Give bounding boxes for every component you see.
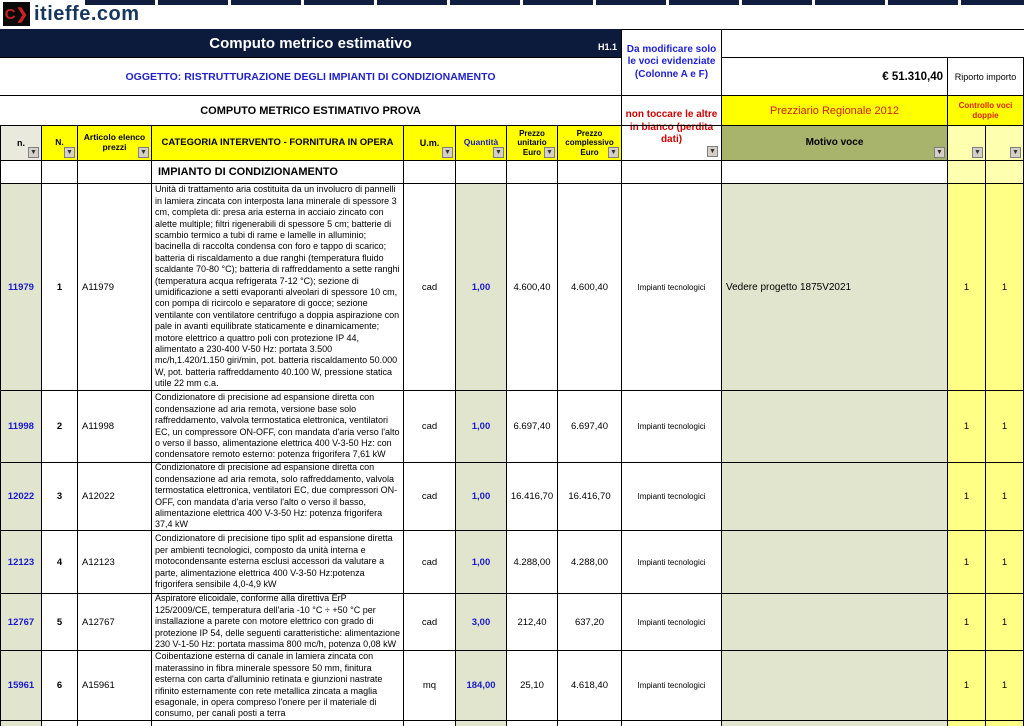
cell-row-id[interactable] bbox=[0, 160, 41, 183]
col-header-categoria[interactable] bbox=[151, 125, 403, 160]
warning-text: non toccare le altre in bianco (perdita dati) bbox=[625, 109, 718, 146]
cell-descrizione[interactable] bbox=[151, 390, 403, 462]
partial-next-row bbox=[0, 720, 1024, 726]
cell-descrizione[interactable] bbox=[151, 720, 403, 726]
table-row bbox=[0, 650, 1024, 720]
sheet-code: H1.1 bbox=[597, 42, 617, 52]
cell-articolo[interactable]: A12123 bbox=[77, 530, 151, 593]
cell-quantita[interactable]: 1,00 bbox=[455, 530, 506, 593]
cell-check-2[interactable] bbox=[985, 720, 1024, 726]
cell-row-id[interactable] bbox=[0, 720, 41, 726]
cell-check-1[interactable] bbox=[947, 160, 985, 183]
table-row bbox=[0, 462, 1024, 530]
cell-motivo[interactable] bbox=[721, 593, 947, 650]
section-row bbox=[0, 160, 1024, 183]
section-title-cell[interactable]: IMPIANTO DI CONDIZIONAMENTO bbox=[151, 160, 403, 183]
col-header-label: Articolo elenco prezzi bbox=[83, 132, 146, 152]
cell-motivo[interactable]: Vedere progetto 1875V2021 bbox=[721, 183, 947, 390]
cell-prezzo-unitario[interactable] bbox=[506, 720, 557, 726]
cell-num[interactable]: 1 bbox=[41, 183, 77, 390]
cell-um[interactable]: cad bbox=[403, 462, 455, 530]
cell-row-id[interactable]: 12022 bbox=[0, 462, 41, 530]
cell-categoria[interactable] bbox=[621, 720, 721, 726]
cell-prezzo-unitario[interactable]: 4.288,00 bbox=[506, 530, 557, 593]
cell-descrizione[interactable] bbox=[151, 593, 403, 650]
cell-check-2[interactable]: 1 bbox=[985, 390, 1024, 462]
descrizione-text: Coibentazione esterna di canale in lamiera zincata con materassino in fibra minerale spessore 50 mm, finitura esterna con carta d'alluminio retinata e giunzioni nastrate rifinito esternamente con rete metallica zincata a maglia esagonale, in opera compreso l'onere per il materiale di consumo, per canali posti a terra bbox=[155, 651, 383, 719]
warning-column-spacer bbox=[621, 125, 721, 160]
cell-num[interactable]: 3 bbox=[41, 462, 77, 530]
cell-check-2[interactable]: 1 bbox=[985, 530, 1024, 593]
cell-categoria[interactable]: Impianti tecnologici bbox=[621, 183, 721, 390]
cell-check-1[interactable]: 1 bbox=[947, 183, 985, 390]
cell-articolo[interactable]: A12022 bbox=[77, 462, 151, 530]
cell-row-id[interactable]: 15961 bbox=[0, 650, 41, 720]
cell-categoria[interactable] bbox=[621, 160, 721, 183]
cell-num[interactable]: 4 bbox=[41, 530, 77, 593]
cell-quantita[interactable]: 3,00 bbox=[455, 593, 506, 650]
col-header-row-id[interactable] bbox=[0, 125, 41, 160]
cell-um[interactable]: cad bbox=[403, 593, 455, 650]
filter-dropdown-icon[interactable]: ▼ bbox=[442, 147, 453, 158]
cell-quantita[interactable]: 1,00 bbox=[455, 390, 506, 462]
table-row bbox=[0, 390, 1024, 462]
col-header-label: N. bbox=[55, 137, 64, 148]
col-header-prezzo-complessivo[interactable] bbox=[557, 125, 621, 160]
col-header-label: Motivo voce bbox=[805, 137, 864, 149]
filter-dropdown-icon[interactable]: ▼ bbox=[934, 147, 945, 158]
cell-num[interactable] bbox=[41, 720, 77, 726]
col-header-motivo-voce[interactable] bbox=[721, 125, 947, 160]
cell-check-1[interactable]: 1 bbox=[947, 390, 985, 462]
table-title-row bbox=[0, 95, 1024, 125]
cell-num[interactable]: 5 bbox=[41, 593, 77, 650]
descrizione-text: Aspiratore elicoidale, conforme alla direttiva ErP 125/2009/CE, temperatura dell'aria -10 °C ÷ +50 °C per installazione a parete con motore elettrico con grado di protezione IP 54, delle seguenti caratteristiche: alimentazione 230 V-1-50 Hz: portata massima 800 mc/h, potenza 0,08 kW bbox=[155, 593, 400, 650]
cell-motivo[interactable] bbox=[721, 462, 947, 530]
cell-categoria[interactable]: Impianti tecnologici bbox=[621, 650, 721, 720]
cell-check-1[interactable]: 1 bbox=[947, 650, 985, 720]
cell-num[interactable]: 2 bbox=[41, 390, 77, 462]
cell-descrizione[interactable] bbox=[151, 462, 403, 530]
logo-glyph: C❯ bbox=[4, 6, 29, 23]
cell-motivo[interactable] bbox=[721, 390, 947, 462]
filter-dropdown-icon[interactable]: ▼ bbox=[972, 147, 983, 158]
cell-articolo[interactable]: A11998 bbox=[77, 390, 151, 462]
cell-prezzo-unitario[interactable]: 25,10 bbox=[506, 650, 557, 720]
cell-articolo[interactable]: A12767 bbox=[77, 593, 151, 650]
cell-articolo[interactable] bbox=[77, 720, 151, 726]
cell-row-id[interactable]: 11979 bbox=[0, 183, 41, 390]
cell-um[interactable] bbox=[403, 720, 455, 726]
cell-prezzo-complessivo[interactable] bbox=[557, 160, 621, 183]
cell-prezzo-unitario[interactable]: 4.600,40 bbox=[506, 183, 557, 390]
cell-prezzo-complessivo[interactable]: 4.618,40 bbox=[557, 650, 621, 720]
edit-note-cell[interactable]: Da modificare solo le voci evidenziate (Colonne A e F) bbox=[621, 29, 721, 95]
cell-check-1[interactable]: 1 bbox=[947, 593, 985, 650]
col-header-quantita[interactable] bbox=[455, 125, 506, 160]
table-row bbox=[0, 530, 1024, 593]
cell-row-id[interactable]: 12123 bbox=[0, 530, 41, 593]
cell-row-id[interactable]: 11998 bbox=[0, 390, 41, 462]
cell-categoria[interactable]: Impianti tecnologici bbox=[621, 390, 721, 462]
cell-categoria[interactable]: Impianti tecnologici bbox=[621, 462, 721, 530]
filter-dropdown-icon[interactable]: ▼ bbox=[28, 147, 39, 158]
cell-prezzo-complessivo[interactable]: 16.416,70 bbox=[557, 462, 621, 530]
sheet-title: Computo metrico estimativo bbox=[209, 34, 412, 52]
col-header-label: Prezzo unitario Euro bbox=[517, 129, 547, 157]
col-header-label: Prezzo complessivo Euro bbox=[565, 129, 614, 157]
col-header-um[interactable] bbox=[403, 125, 455, 160]
prezziario-cell[interactable]: Prezziario Regionale 2012 bbox=[721, 95, 947, 125]
window-top-strip bbox=[85, 0, 1024, 5]
col-header-label: U.m. bbox=[419, 137, 440, 148]
cell-quantita[interactable]: 1,00 bbox=[455, 183, 506, 390]
filter-dropdown-icon[interactable]: ▼ bbox=[64, 147, 75, 158]
data-rows bbox=[0, 183, 1024, 720]
cell-check-2[interactable]: 1 bbox=[985, 593, 1024, 650]
filter-dropdown-icon[interactable]: ▼ bbox=[608, 147, 619, 158]
riporto-label-cell[interactable]: Riporto importo bbox=[947, 57, 1024, 95]
cell-num[interactable]: 6 bbox=[41, 650, 77, 720]
cell-prezzo-complessivo[interactable]: 6.697,40 bbox=[557, 390, 621, 462]
cell-check-2[interactable]: 1 bbox=[985, 183, 1024, 390]
cell-motivo[interactable] bbox=[721, 720, 947, 726]
filter-dropdown-icon[interactable]: ▼ bbox=[707, 146, 718, 157]
cell-quantita[interactable] bbox=[455, 720, 506, 726]
cell-quantita[interactable] bbox=[455, 160, 506, 183]
cell-prezzo-complessivo[interactable] bbox=[557, 720, 621, 726]
cell-prezzo-complessivo[interactable]: 4.600,40 bbox=[557, 183, 621, 390]
sheet-title-band bbox=[0, 29, 621, 57]
controllo-voci-doppie-cell[interactable]: Controllo voci doppie bbox=[947, 95, 1024, 125]
cell-prezzo-unitario[interactable]: 6.697,40 bbox=[506, 390, 557, 462]
cell-um[interactable]: mq bbox=[403, 650, 455, 720]
descrizione-text: Condizionatore di precisione ad espansione diretta con condensazione ad aria remota, versione base solo raffreddamento, valvola termostatica elettronica, ventilatori EC, un compressore ON-OFF, con mandata d'aria verso l'alto o verso il basso, alimentazione elettrica 400 V-3-50 Hz: con condensatore remoto esterno: potenza frigorifera 7,61 kW bbox=[155, 392, 400, 460]
filter-dropdown-icon[interactable]: ▼ bbox=[493, 147, 504, 158]
importo-total-cell[interactable]: € 51.310,40 bbox=[721, 57, 947, 95]
cell-motivo[interactable] bbox=[721, 160, 947, 183]
col-header-label: n. bbox=[17, 137, 25, 148]
cell-prezzo-unitario[interactable]: 212,40 bbox=[506, 593, 557, 650]
col-header-articolo[interactable] bbox=[77, 125, 151, 160]
empty-cell-top-right[interactable] bbox=[721, 29, 1024, 57]
cell-um[interactable]: cad bbox=[403, 530, 455, 593]
filter-dropdown-icon[interactable]: ▼ bbox=[138, 147, 149, 158]
filter-dropdown-icon[interactable]: ▼ bbox=[1010, 147, 1021, 158]
descrizione-text: Condizionatore di precisione tipo split ad espansione diretta per ambienti tecnologici, composto da unità interna e motocondensante esterna esclusi accessori da valutare a parte, alimentazione elettrica 400 V-3-50 Hz:potenza frigorifera sensibile 4,0-4,9 kW bbox=[155, 533, 393, 590]
cell-check-1[interactable]: 1 bbox=[947, 462, 985, 530]
cell-check-2[interactable] bbox=[985, 160, 1024, 183]
cell-check-1[interactable] bbox=[947, 720, 985, 726]
cell-prezzo-unitario[interactable] bbox=[506, 160, 557, 183]
cell-check-2[interactable]: 1 bbox=[985, 650, 1024, 720]
cell-check-1[interactable]: 1 bbox=[947, 530, 985, 593]
cell-articolo[interactable]: A11979 bbox=[77, 183, 151, 390]
cell-motivo[interactable] bbox=[721, 650, 947, 720]
descrizione-text: Unità di trattamento aria costituita da un involucro di pannelli in lamiera zincata con interposta lana minerale di spessore 3 cm, completa di: presa aria esterna in acciaio zincato con alette multiple; filtri rigenerabili di spessore 5 cm; batterie di scambio termico a tubi di rame e lamelle in alluminio; bacinella di raccolta condensa con foro e tappo di scarico; batteria di riscaldamento a due ranghi (temperatura fluido scaldante 70-80 °C); batteria di raffreddamento a sette ranghi (temperatura acqua refrigerata 7-12 °C); sezione di umidificazione a setti evaporanti alveolari di spessore 10 cm, con pompa di ricircolo e separatore di gocce; sezione ventilante con ventilatore centrifugo a doppia aspirazione con pale in avanti equilibrate staticamente e dinamicamente; motore elettrico a quattro poli con protezione IP 44, alimentato a 230-400 V-50 Hz: portata 3.500 mc/h,1.420/1.150 giri/min, pot. batteria riscaldamento 50.000 W, pot. batteria raffreddamento 40.100 W, pressione statica utile 22 mm c.a. bbox=[155, 184, 400, 389]
cell-row-id[interactable]: 12767 bbox=[0, 593, 41, 650]
table-title-cell[interactable]: COMPUTO METRICO ESTIMATIVO PROVA bbox=[0, 95, 621, 125]
cell-prezzo-complessivo[interactable]: 4.288,00 bbox=[557, 530, 621, 593]
col-header-check-1[interactable] bbox=[947, 125, 985, 160]
cell-prezzo-unitario[interactable]: 16.416,70 bbox=[506, 462, 557, 530]
cell-num[interactable] bbox=[41, 160, 77, 183]
table-body bbox=[0, 160, 1024, 726]
cell-um[interactable]: cad bbox=[403, 390, 455, 462]
col-header-label: CATEGORIA INTERVENTO - FORNITURA IN OPERA bbox=[161, 136, 394, 148]
cell-prezzo-complessivo[interactable]: 637,20 bbox=[557, 593, 621, 650]
col-header-check-2[interactable] bbox=[985, 125, 1024, 160]
table-row bbox=[0, 593, 1024, 650]
oggetto-cell[interactable]: OGGETTO: RISTRUTTURAZIONE DEGLI IMPIANTI DI CONDIZIONAMENTO bbox=[0, 57, 621, 95]
cell-descrizione[interactable] bbox=[151, 650, 403, 720]
site-logo-text[interactable]: itieffe.com bbox=[34, 3, 140, 25]
cell-articolo[interactable]: A15961 bbox=[77, 650, 151, 720]
cell-articolo[interactable] bbox=[77, 160, 151, 183]
descrizione-text: Condizionatore di precisione ad espansione diretta con condensazione ad aria remota, solo raffreddamento, valvola termostatica elettronica, ventilatori EC, due compressori ON-OFF, con mandata d'aria verso l'alto o verso il basso, alimentazione elettrica 400 V-3-50 Hz: potenza frigorifera 37,4 kW bbox=[155, 462, 398, 530]
table-row bbox=[0, 183, 1024, 390]
cell-um[interactable] bbox=[403, 160, 455, 183]
cell-descrizione[interactable] bbox=[151, 530, 403, 593]
column-header-row bbox=[0, 125, 1024, 160]
cell-descrizione[interactable] bbox=[151, 183, 403, 390]
cell-um[interactable]: cad bbox=[403, 183, 455, 390]
cell-quantita[interactable]: 184,00 bbox=[455, 650, 506, 720]
col-header-prezzo-unitario[interactable] bbox=[506, 125, 557, 160]
col-header-num[interactable] bbox=[41, 125, 77, 160]
cell-categoria[interactable]: Impianti tecnologici bbox=[621, 530, 721, 593]
col-header-label: Quantità bbox=[463, 137, 499, 148]
filter-dropdown-icon[interactable]: ▼ bbox=[544, 147, 555, 158]
site-logo-icon bbox=[3, 2, 30, 26]
cell-check-2[interactable]: 1 bbox=[985, 462, 1024, 530]
cell-quantita[interactable]: 1,00 bbox=[455, 462, 506, 530]
cell-motivo[interactable] bbox=[721, 530, 947, 593]
cell-categoria[interactable]: Impianti tecnologici bbox=[621, 593, 721, 650]
